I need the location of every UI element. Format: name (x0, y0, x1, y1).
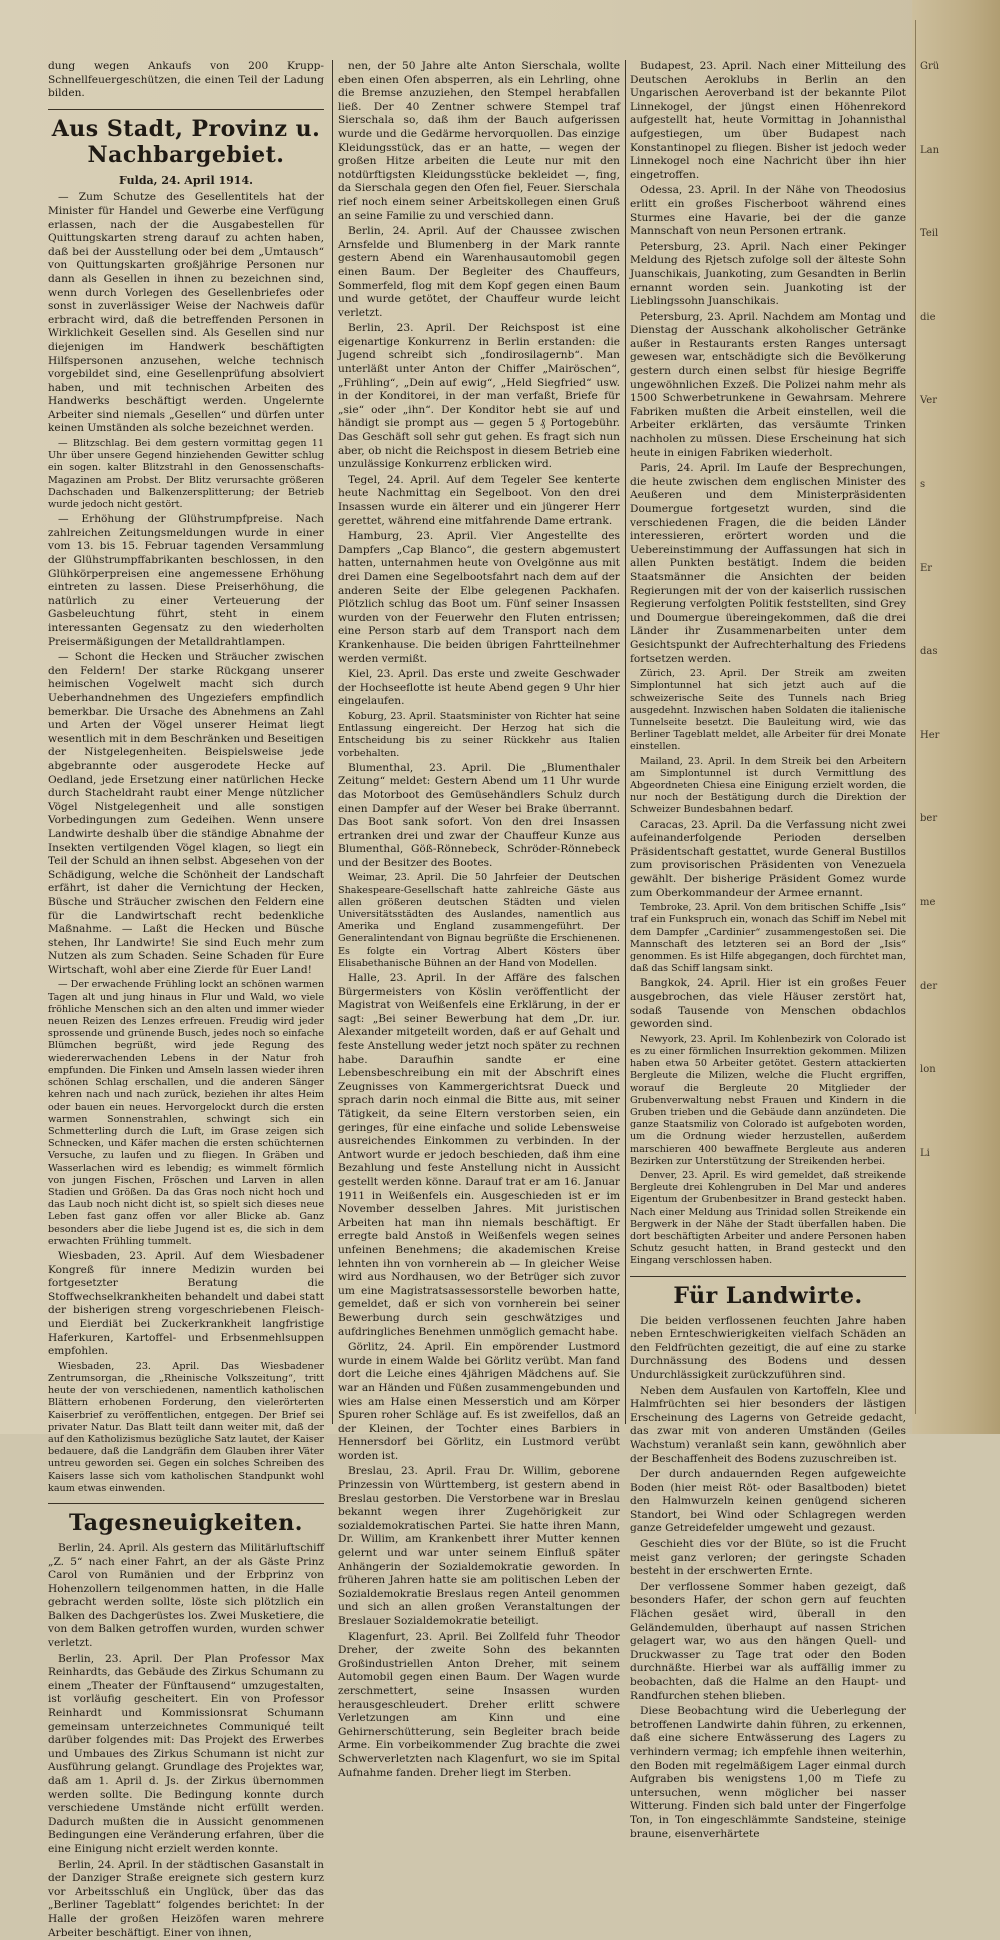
article-paragraph: Petersburg, 23. April. Nach einer Pekinger Meldung des Rjetsch zufolge soll der älteste Sohn Juanschikais, Juankoting, zum Gesandten in Berlin ernannt worden sein. Juankoting ist der Lieblingssohn Juanschikais. (630, 240, 906, 308)
edge-text-line: Lan (920, 144, 940, 156)
section-heading-news: Tagesneuigkeiten. (48, 1503, 324, 1536)
article-paragraph: Tembroke, 23. April. Von dem britischen Schiffe „Isis“ traf ein Funkspruch ein, wonach das Schiff im Nebel mit dem Dampfer „Cardinier“ zusammengestoßen sei. Die Mannschaft des letzteren sei an Bord der „Isis“ genommen. Es ist Hilfe abgegangen, doch fürchtet man, daß das Schiff langsam sinkt. (630, 902, 906, 975)
edge-text-line: s (920, 478, 926, 490)
edge-text-line: die (920, 311, 936, 323)
article-paragraph: — Zum Schutze des Gesellentitels hat der Minister für Handel und Gewerbe eine Verfügung erlassen, nach der die Ausgabestellen für Quittungskarten streng darauf zu achten haben, daß bei der Ausstellung oder bei dem „Umtausch“ von Quittungskarten großjährige Personen nur dann als Gesellen in ihnen zu bezeichnen sind, wenn durch Vorlegen des Gesellenbriefes oder sonst in zuverlässiger Weise der Nachweis dafür erbracht wird, daß die betreffenden Personen in Wirklichkeit Gesellen sind. Als Gesellen sind nur diejenigen im Handwerk beschäftigten Hilfspersonen anzusehen, welche technisch vorgebildet sind, eine Gesellenprüfung absolviert haben, und mit technischen Arbeiten des Handwerks beschäftigt werden. Ungelernte Arbeiter sind niemals „Gesellen“ und dürfen unter keinen Umständen als solche bezeichnet werden. (48, 191, 324, 435)
article-paragraph: Paris, 24. April. Im Laufe der Besprechungen, die heute zwischen dem englischen Minister des Aeußeren und dem Ministerpräsidenten Doumergue fortgesetzt wurden, sind die verschiedenen Fragen, die die beiden Länder interessieren, erörtert worden und die Uebereinstimmung der Auffassungen hat sich in allen Punkten bestätigt. Indem die beiden Staatsmänner die Ansichten der beiden Regierungen mit der von der kaiserlich russischen Regierung verfolgten Politik feststellten, sind Grey und Doumergue übereingekommen, daß die drei Länder ihr Zusammenarbeiten unter dem Gesichtspunkt der Aufrechterhaltung des Friedens fortsetzen werden. (630, 462, 906, 665)
edge-text-line: ber (920, 813, 938, 825)
article-paragraph: Kiel, 23. April. Das erste und zweite Geschwader der Hochseeflotte ist heute Abend gegen 9 Uhr hier eingelaufen. (338, 668, 620, 708)
column-3 (630, 60, 906, 1840)
section-heading-local: Aus Stadt, Provinz u. Nachbargebiet. (48, 109, 324, 168)
article-paragraph: Petersburg, 23. April. Nachdem am Montag und Dienstag der Ausschank alkoholischer Getränke außer in Restaurants ersten Ranges untersagt gewesen war, entschädigte sich die Bevölkerung gestern durch einen selbst für hiesige Begriffe ungewöhnlichen Exzeß. Die Polizei nahm mehr als 1500 Schwerbetrunkene in Gewahrsam. Mehrere Fabriken mußten die Arbeit einstellen, weil die Arbeiter erklärten, das versäumte Trinken nachholen zu müssen. Diese Erscheinung hat sich heute in einigen Fabriken wiederholt. (630, 310, 906, 459)
edge-text-line: lon (920, 1064, 936, 1076)
column-2 (338, 60, 620, 1779)
article-paragraph: Berlin, 24. April. Als gestern das Militärluftschiff „Z. 5“ nach einer Fahrt, an der als Gäste Prinz Carol von Rumänien und der Erbprinz von Hohenzollern teilgenommen hatten, in die Halle gebracht werden sollte, löste sich plötzlich ein Balken des Dachgerüstes los. Zwei Musketiere, die von dem Balken getroffen wurden, wurden schwer verletzt. (48, 1541, 324, 1650)
article-paragraph: Hamburg, 23. April. Vier Angestellte des Dampfers „Cap Blanco“, die gestern abgemustert hatten, unternahmen heute von Ovelgönne aus mit drei Damen eine Segelbootsfahrt nach dem auf der anderen Seite der Elbe gelegenen Packhafen. Plötzlich schlug das Boot um. Fünf seiner Insassen wurden von der Feuerwehr den Fluten entrissen; eine Person starb auf dem Transport nach dem Krankenhause. Die beiden übrigen Fahrtteilnehmer werden vermißt. (338, 530, 620, 665)
foreign-news-body (630, 60, 906, 1268)
article-paragraph: — Blitzschlag. Bei dem gestern vormittag gegen 11 Uhr über unsere Gegend hinziehenden Gewitter schlug ein sogen. kalter Blitzstrahl in den Genossenschafts-Magazinen am Probst. Der Blitz verursachte größeren Dachschaden und Balkenzersplitterung; der Betrieb wurde jedoch nicht gestört. (48, 438, 324, 511)
article-paragraph: Breslau, 23. April. Frau Dr. Willim, geborene Prinzessin von Württemberg, ist gestern abend in Breslau gestorben. Die Verstorbene war in Breslau bekannt wegen ihrer Zugehörigkeit zur sozialdemokratischen Partei. Sie hatte ihren Mann, Dr. Willim, am Krankenbett ihrer Mutter kennen gelernt und war unter seinem Einfluß später Anhängerin der Sozialdemokratie geworden. In früheren Jahren hatte sie am politischen Leben der Sozialdemokratie Breslaus regen Anteil genommen und sich an allen großen Veranstaltungen der Breslauer Sozialdemokratie beteiligt. (338, 1465, 620, 1627)
article-paragraph: Budapest, 23. April. Nach einer Mitteilung des Deutschen Aeroklubs in Berlin an den Ungarischen Aeroverband ist der bekannte Pilot Linnekogel, der jüngst einen Höhenrekord aufgestellt hat, heute Vormittag in Johannisthal aufgestiegen, um über Budapest nach Konstantinopel zu fliegen. Bisher ist jedoch weder Linnekogel noch eine Nachricht über ihn hier eingetroffen. (630, 60, 906, 181)
article-paragraph: Berlin, 23. April. Der Plan Professor Max Reinhardts, das Gebäude des Zirkus Schumann zu einem „Theater der Fünftausend“ umzugestalten, ist vorläufig gescheitert. Ein von Professor Reinhardt und Kommissionsrat Schumann gemeinsam unterzeichnetes Communiqué teilt darüber folgendes mit: Das Projekt des Erwerbes und Umbaues des Zirkus Schumann ist nicht zur Ausführung gelangt. Grundlage des Projektes war, daß am 1. April d. Js. der Zirkus übernommen werden sollte. Die Bedingung konnte durch verschiedene Umstände nicht erfüllt werden. Dadurch mußten die in Aussicht genommenen Bedingungen eine Veränderung erfahren, über die eine Einigung nicht erzielt werden konnte. (48, 1652, 324, 1855)
article-paragraph: Berlin, 24. April. Auf der Chaussee zwischen Arnsfelde und Blumenberg in der Mark rannte gestern Abend ein Warenhausautomobil gegen einen Baum. Der Begleiter des Chauffeurs, Sommerfeld, flog mit dem Kopf gegen einen Baum und wurde getötet, der Chauffeur wurde leicht verletzt. (338, 225, 620, 319)
daily-news-body (48, 1542, 324, 1940)
article-paragraph: Berlin, 23. April. Der Reichspost ist eine eigenartige Konkurrenz in Berlin erstanden: die Jugend schreibt sich „fondirosilagernb“. Man unterläßt unter Anton der Chiffer „Mairöschen“, „Frühling“, „Dein auf ewig“, „Held Siegfried“ usw. in der Konditorei, in der man verfaßt, Briefe für „sie“ oder „ihn“. Der Konditor hebt sie auf und händigt sie prompt aus — gegen 5 ₰ Portogebühr. Das Geschäft soll sehr gut gehen. Es fragt sich nun aber, ob nicht die Reichspost in diesem Betrieb eine unzulässige Konkurrenz erblicken wird. (338, 322, 620, 471)
article-paragraph: Die beiden verflossenen feuchten Jahre haben neben Ernteschwierigkeiten vielfach Schäden an den Feldfrüchten gezeitigt, die auf eine zu starke Durchnässung des Bodens und dessen Undurchlässigkeit zurückzuführen sind. (630, 1314, 906, 1381)
article-paragraph: Klagenfurt, 23. April. Bei Zollfeld fuhr Theodor Dreher, der zweite Sohn des bekannten Großindustriellen Anton Dreher, mit seinem Automobil gegen einen Baum. Der Wagen wurde zerschmettert, seine Insassen wurden herausgeschleudert. Dreher erlitt schwere Verletzungen am Kinn und eine Gehirnerschütterung, sein Begleiter brach beide Arme. Ein vorbeikommender Zug brachte die zwei Schwerverletzten nach Klagenfurt, wo sie im Spital Aufnahme fanden. Dreher liegt im Sterben. (338, 1630, 620, 1779)
edge-text-line: Grü (920, 61, 940, 72)
article-paragraph: Denver, 23. April. Es wird gemeldet, daß streikende Bergleute drei Kohlengruben in Del Mar und anderes Eigentum der Grubenbesitzer in Brand gesteckt haben. Nach einer Meldung aus Trinidad sollen Streikende ein Bergwerk in der Nähe der Stadt überfallen haben. Die dort beschäftigten Arbeiter und andere Personen haben Schutz gesucht hatten, in Brand gesteckt und den Eingang verschlossen haben. (630, 1169, 906, 1267)
section-heading-farmers: Für Landwirte. (630, 1276, 906, 1309)
article-paragraph: Halle, 23. April. In der Affäre des falschen Bürgermeisters von Köslin veröffentlicht der Magistrat von Weißenfels eine Erklärung, in der er sagt: „Bei seiner Bewerbung hat dem „Dr. iur. Alexander mitgeteilt worden, daß er auf Gehalt und feste Anstellung weder jetzt noch später zu rechnen habe. Daraufhin sandte er eine Lebensbeschreibung ein mit der Abschrift eines Zeugnisses von Kammergerichtsrat Dueck und sprach darin noch einmal die Bitte aus, mit seiner Tätigkeit, da seine Eltern verstorben seien, ein geringes, für eine einfache und solide Lebensweise ausreichendes Einkommen zu verbinden. In der Antwort wurde er jedoch beschieden, daß ihm eine Bezahlung und feste Anstellung nicht in Aussicht gestellt werden könne. Darauf trat er am 16. Januar 1911 in Weißenfels ein. Ausgeschieden ist er im November desselben Jahres. Mit juristischen Arbeiten hat man ihn niemals beschäftigt. Er erregte bald Anstoß in Weißenfels wegen seines unfeinen Benehmens; die akademischen Kreise lehnten ihn von vornherein ab — In gleicher Weise wird aus Nordhausen, wo der Betrüger sich zuvor um eine Magistratsassessorstelle beworben hatte, gemeldet, daß er sich von vornherein bei seiner Bewerbung durch sein geschwätziges und aufdringliches Benehmen unmöglich gemacht habe. (338, 972, 620, 1338)
article-paragraph: Wiesbaden, 23. April. Auf dem Wiesbadener Kongreß für innere Medizin wurden bei fortgesetzter Beratung die Stoffwechselkrankheiten behandelt und dabei statt der bisherigen streng vorgeschriebenen Fleisch- und Eierdiät bei Zuckerkrankheit langfristige Haferkuren, Kartoffel- und Erbsenmehlsuppen empfohlen. (48, 1249, 324, 1358)
article-paragraph: Geschieht dies vor der Blüte, so ist die Frucht meist ganz verloren; der geringste Schaden besteht in der erschwerten Ernte. (630, 1538, 906, 1578)
article-paragraph: — Schont die Hecken und Sträucher zwischen den Feldern! Der starke Rückgang unserer heimischen Vogelwelt macht sich durch Ueberhandnehmen des Ungeziefers empfindlich bemerkbar. Die Ursache des Abnehmens an Zahl und Arten der Vögel unserer Heimat liegt wesentlich mit in dem Beschränken und Beseitigen der Nistgelegenheiten. Beispielsweise jede abgebrannte oder ausgerodete Hecke auf Oedland, jede Ersetzung einer natürlichen Hecke durch Stacheldraht raubt einer Menge nützlicher Vögel Nistgelegenheit und alle sonstigen Vorbedingungen zum Gedeihen. Wenn unsere Landwirte deshalb über die ständige Abnahme der Insekten vertilgenden Vögel klagen, so liegt ein Teil der Schuld an ihnen selbst. Abgesehen von der Schädigung, welche die Schönheit der Landschaft erfährt, ist daher die Vernichtung der Hecken, Büsche und Sträucher zwischen den Feldern eine für die Landwirtschaft recht bedenkliche Maßnahme. — Laßt die Hecken und Büsche stehen, Ihr Landwirte! Sie sind Euch mehr zum Nutzen als zum Schaden. Seine Schaden für Eure Wirtschaft, wohl aber eine Zierde für Euer Land! (48, 651, 324, 976)
article-paragraph: — Der erwachende Frühling lockt an schönen warmen Tagen alt und jung hinaus in Flur und Wald, wo viele fröhliche Menschen sich an den alten und immer wieder neuen Reizen des Lenzes erfreuen. Freudig wird jeder sprossende und grünende Busch, jedes noch so einfache Blümchen begrüßt, wird jede Regung des wiedererwachenden Lebens in der Natur froh empfunden. Die Finken und Amseln lassen wieder ihren schönen Schlag erschallen, und die anderen Sänger kehren nach und nach zurück, beziehen ihr altes Heim oder bauen ein neues. Hervorgelockt durch die ersten warmen Sonnenstrahlen, schwingt sich ein Schmetterling durch die Luft, im Grase zeigen sich Schnecken, und Käfer machen die ersten schüchternen Versuche, zu laufen und zu fliegen. In Gräben und Wasserlachen wird es lebendig; es wimmelt förmlich von jungen Fischen, Fröschen und Larven in allen Stadien und Größen. Da das Gras noch nicht hoch und das Laub noch nicht dicht ist, so spielt sich dieses neue Leben fast ganz offen vor aller Blicke ab. Ganz besonders aber die liebe Jugend ist es, die sich in dem erwachten Frühling tummelt. (48, 979, 324, 1247)
edge-text-line: Her (920, 729, 940, 741)
article-paragraph: Blumenthal, 23. April. Die „Blumenthaler Zeitung“ meldet: Gestern Abend um 11 Uhr wurde das Motorboot des Gemüsehändlers Schulz durch einen Dampfer auf der Weser bei Brake überrannt. Das Boot sank sofort. Von den drei Insassen ertranken drei und zwar der Chauffeur Kunze aus Blumenthal, Göß-Rönnebeck, Schröder-Rönnebeck und der Besitzer des Bootes. (338, 761, 620, 869)
article-paragraph: Weimar, 23. April. Die 50 Jahrfeier der Deutschen Shakespeare-Gesellschaft hatte zahlreiche Gäste aus allen größeren deutschen Städten und vielen Universitätsstädten des Auslandes, namentlich aus Amerika und England zusammengeführt. Der Generalintendant von Bignau begrüßte die Erschienenen. Es folgte ein Vortrag Albert Kösters über Elisabethanische Bühnen an der Hand von Modellen. (338, 872, 620, 969)
article-paragraph: — Erhöhung der Glühstrumpfpreise. Nach zahlreichen Zeitungsmeldungen wurde in einer vom 13. bis 15. Februar tagenden Versammlung der Glühstrumpffabrikanten beschlossen, in den Glühkörperpreisen eine angemessene Erhöhung eintreten zu lassen. Diese Preiserhöhung, die natürlich zu einer Verteuerung der Gasbeleuchtung führt, steht in einem interessanten Gegensatz zu den wiederholten Preisermäßigungen der Metalldrahtlampen. (48, 513, 324, 648)
column-rule-2 (625, 60, 626, 1424)
article-paragraph: nen, der 50 Jahre alte Anton Sierschala, wollte eben einen Ofen absperren, als ein Lehrling, ohne die Bremse anzuziehen, den Stempel herabfallen ließ. Der 40 Zentner schwere Stempel traf Sierschala so, daß ihm der Bauch aufgerissen wurde und die Gedärme hervorquollen. Das einzige Kleidungsstück, das er an hatte, — wegen der großen Hitze arbeiten die Leute nur mit den notdürftigsten Kleidungsstücke bekleidet —, fing, da Sierschala gegen den Ofen fiel, Feuer. Sierschala rief noch einem seiner Arbeitskollegen einen Gruß an seine Familie zu und verschied dann. (338, 60, 620, 222)
edge-text-line: Teil (920, 228, 939, 240)
article-paragraph: Tegel, 24. April. Auf dem Tegeler See kenterte heute Nachmittag ein Segelboot. Von den drei Insassen wurde ein älterer und ein jüngerer Herr gerettet, während eine mitfahrende Dame ertrank. (338, 473, 620, 527)
article-paragraph: Bangkok, 24. April. Hier ist ein großes Feuer ausgebrochen, das viele Häuser zerstört hat, sodaß Tausende von Menschen obdachlos geworden sind. (630, 977, 906, 1031)
article-paragraph: Wiesbaden, 23. April. Das Wiesbadener Zentrumsorgan, die „Rheinische Volkszeitung“, tritt heute der von verschiedenen, namentlich katholischen Blättern erhobenen Forderung, den vielerörterten Kaiserbrief zu veröffentlichen, entgegen. Der Brief sei privater Natur. Das Blatt teilt dann weiter mit, daß der auf den Katholizismus bezügliche Satz lautet, der Kaiser bedauere, daß die Landgräfin dem Glauben ihrer Väter untreu geworden sei. Gegen ein solches Schreiben des Kaisers lasse sich vom katholischen Standpunkt wohl kaum etwas einwenden. (48, 1360, 324, 1494)
edge-text-line: Li (920, 1147, 930, 1159)
article-paragraph: Zürich, 23. April. Der Streik am zweiten Simplontunnel hat sich jetzt auch auf die schweizerische Seite des Tunnels nach Brieg ausgedehnt. Inzwischen haben Soldaten die italienische Tunnelseite besetzt. Die Bauleitung wird, wie das Berliner Tageblatt meldet, alle Arbeiter für drei Monate einstellen. (630, 668, 906, 753)
article-paragraph: Mailand, 23. April. In dem Streik bei den Arbeitern am Simplontunnel ist durch Vermittlung des Abgeordneten Chiesa eine Einigung erzielt worden, die nur noch der Bestätigung durch die Direktion der Schweizer Bundesbahnen bedarf. (630, 755, 906, 816)
column-1 (48, 60, 324, 1939)
local-news-body (48, 191, 324, 1495)
article-paragraph: Der durch andauernden Regen aufgeweichte Boden (hier meist Röt- oder Basaltboden) bietet den Halmwurzeln keinen genügend sicheren Standort, bei Wind oder Schlagregen werden ganze Getreidefelder umgeweht und gezaust. (630, 1468, 906, 1535)
article-paragraph: Görlitz, 24. April. Ein empörender Lustmord wurde in einem Walde bei Görlitz verübt. Man fand dort die Leiche eines 4jährigen Mädchens auf. Sie war an Händen und Füßen zusammengebunden und wies am Halse einen Messerstich und am Körper Spuren roher Schläge auf. Es ist zweifellos, daß an der Kleinen, der Tochter eines Barbiers in Hennersdorf bei Görlitz, ein Lustmord verübt worden ist. (338, 1341, 620, 1462)
edge-text-line: Ver (920, 395, 938, 407)
article-paragraph: Newyork, 23. April. Im Kohlenbezirk von Colorado ist es zu einer förmlichen Insurrektion gekommen. Milizen haben etwa 50 Arbeiter getötet. Gestern attackierten Bergleute die Milizen, welche die Flucht ergriffen, worauf die Bergleute 20 Mitglieder der Grubenverwaltung nebst Frauen und Kindern in die Gruben trieben und die Gebäude dann anzündeten. Die ganze Staatsmiliz von Colorado ist aufgeboten worden, um die Ordnung wieder herzustellen, außerdem marschieren 400 bewaffnete Bergleute aus anderen Bezirken zur Unterstützung der Streikenden herbei. (630, 1033, 906, 1167)
article-paragraph: Diese Beobachtung wird die Ueberlegung der betroffenen Landwirte dahin führen, zu erkennen, daß eine sichere Entwässerung des Lagers zu verhindern vermag; ich empfehle ihnen weiterhin, den Boden mit regelmäßigem Lager einmal durch Aufgraben bis wenigstens 1,00 m Tiefe zu untersuchen, wenn möglicher bei nasser Witterung. Finden sich bald unter der Fingerfolge Ton, in Ton eingeschlämmte Sandsteine, steinige braune, eisenverhärtete (630, 1705, 906, 1840)
daily-news-continued (338, 60, 620, 1780)
article-paragraph: Berlin, 24. April. In der städtischen Gasanstalt in der Danziger Straße ereignete sich gestern kurz vor Arbeitsschluß ein Unglück, über das das „Berliner Tageblatt“ folgendes berichtet: In der Halle der großen Heizöfen waren mehrere Arbeiter beschäftigt. Einer von ihnen, (48, 1858, 324, 1939)
adjacent-page-edge-text (920, 60, 1000, 1230)
article-paragraph: Caracas, 23. April. Da die Verfassung nicht zwei aufeinanderfolgende Perioden derselben Präsidentschaft gestattet, wurde General Bustillos zum provisorischen Präsidenten von Venezuela gewählt. Der bisherige Präsident Gomez wurde zum Oberkommandeur der Armee ernannt. (630, 818, 906, 899)
edge-text-line: das (920, 646, 938, 658)
article-paragraph: Odessa, 23. April. In der Nähe von Theodosius erlitt ein großes Fischerboot während eines Sturmes eine Havarie, bei der die ganze Mannschaft von neun Personen ertrank. (630, 184, 906, 238)
column-rule-1 (332, 60, 333, 1424)
edge-text-line: Er (920, 562, 933, 574)
farmers-body (630, 1315, 906, 1842)
edge-text-line: me (920, 896, 936, 908)
article-paragraph: Neben dem Ausfaulen von Kartoffeln, Klee und Halmfrüchten sei hier besonders der lästigen Erscheinung des Lagerns von Getreide gedacht, das zwar mit von anderen Umständen (Geiles Wachstum) veranlaßt sein kann, gewöhnlich aber der Beschaffenheit des Bodens zuzuschreiben ist. (630, 1384, 906, 1465)
edge-text-line: der (920, 980, 938, 992)
dateline: Fulda, 24. April 1914. (119, 173, 253, 187)
carryover-text: dung wegen Ankaufs von 200 Krupp-Schnellfeuergeschützen, die einen Teil der Ladung bilden. (48, 60, 324, 100)
page-fold-line (915, 20, 916, 1414)
article-paragraph: Der verflossene Sommer haben gezeigt, daß besonders Hafer, der schon gern auf feuchten Flächen gesäet wird, überall in den Geländemulden, überhaupt auf nassen Strichen gelagert war, wo aus den hängen Quell- und Druckwasser zu Tage trat oder den Boden durchnäßte. Hierbei war als auffällig immer zu beobachten, daß die Halme an den Haupt- und Randfurchen stehen blieben. (630, 1580, 906, 1702)
article-paragraph: Koburg, 23. April. Staatsminister von Richter hat seine Entlassung eingereicht. Der Herzog hat sich die Entscheidung bis zu seiner Rückkehr aus Italien vorbehalten. (338, 710, 620, 759)
